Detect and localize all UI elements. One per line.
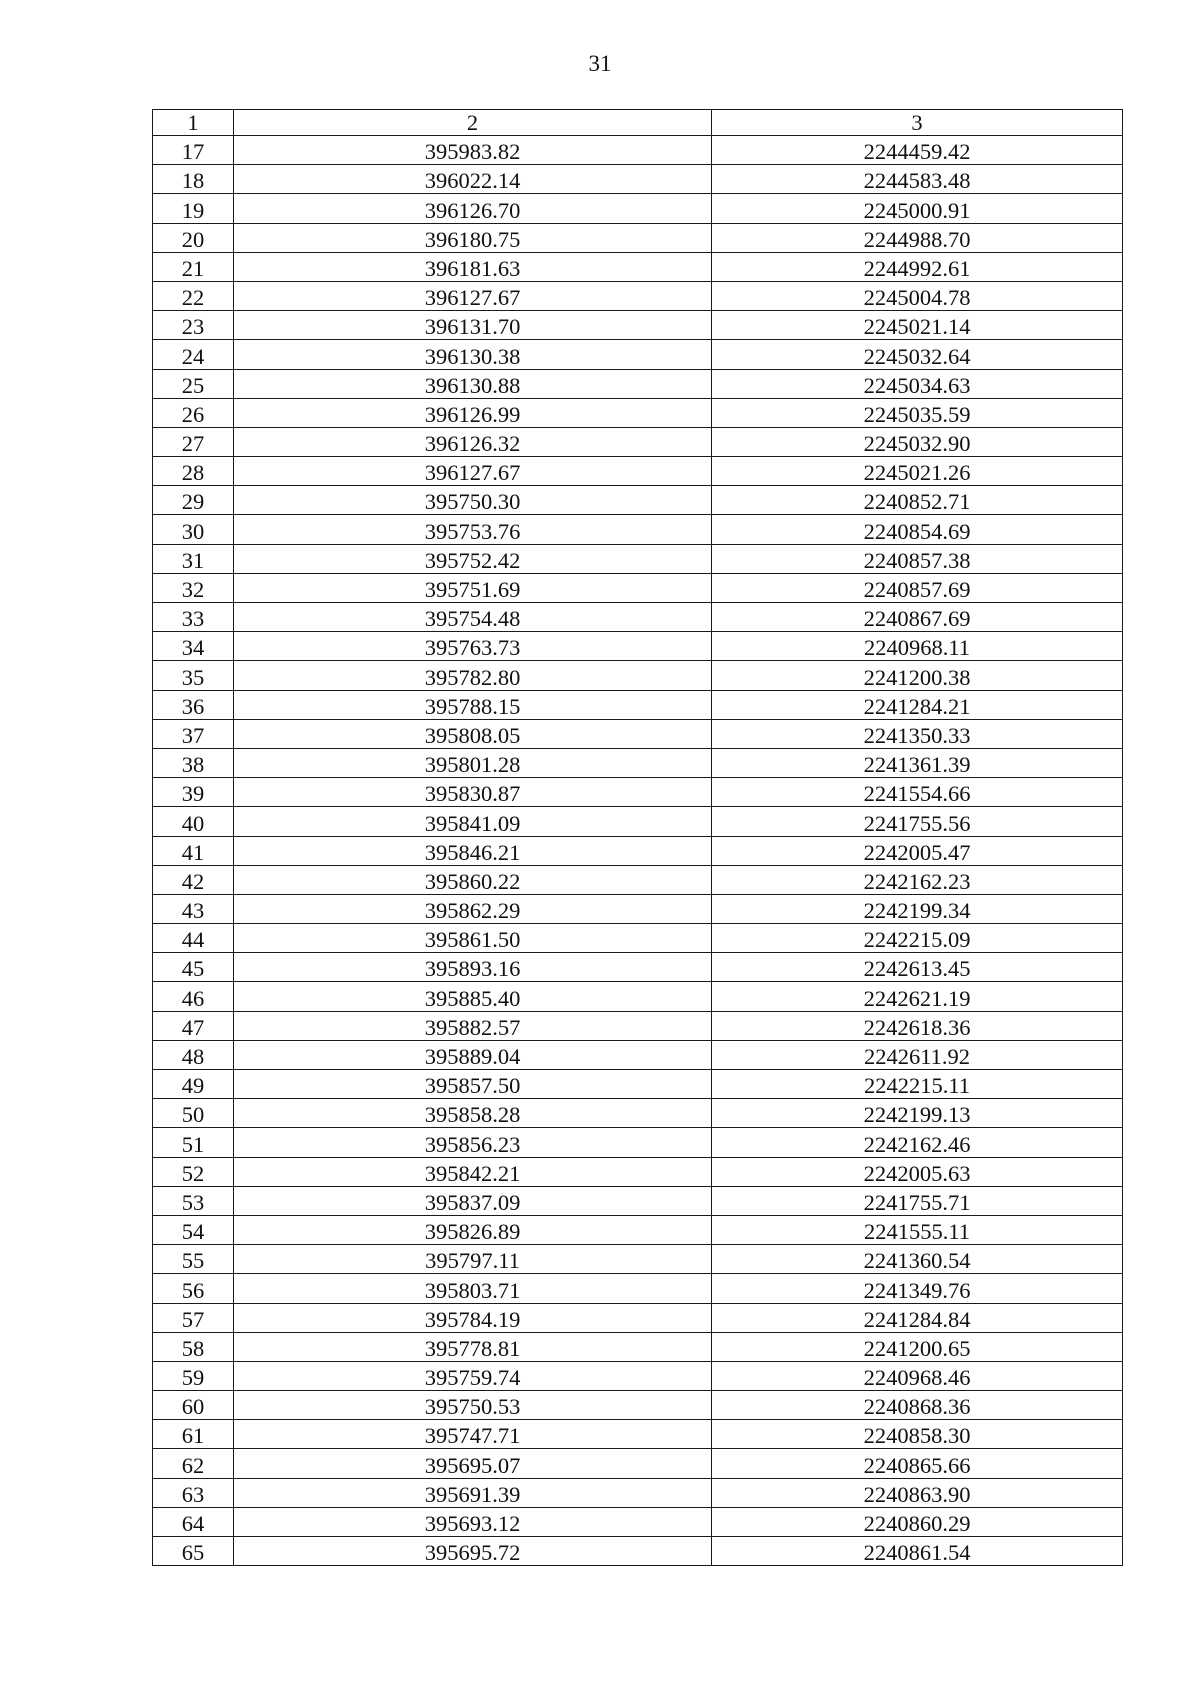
x-coordinate-cell: 395782.80 (234, 661, 712, 690)
y-coordinate-cell: 2240863.90 (712, 1478, 1123, 1507)
point-number-cell: 29 (153, 486, 234, 515)
x-coordinate-cell: 395747.71 (234, 1420, 712, 1449)
table-row (153, 1332, 1123, 1361)
point-number-cell: 51 (153, 1128, 234, 1157)
point-number-cell: 30 (153, 515, 234, 544)
x-coordinate-cell: 395860.22 (234, 865, 712, 894)
y-coordinate-cell: 2244459.42 (712, 136, 1123, 165)
x-coordinate-cell: 396126.32 (234, 427, 712, 456)
x-coordinate-cell: 395751.69 (234, 573, 712, 602)
x-coordinate-cell: 395763.73 (234, 632, 712, 661)
x-coordinate-cell: 395882.57 (234, 1011, 712, 1040)
table-row (153, 807, 1123, 836)
y-coordinate-cell: 2242215.11 (712, 1070, 1123, 1099)
table-row (153, 1449, 1123, 1478)
table-row (153, 1274, 1123, 1303)
x-coordinate-cell: 396131.70 (234, 311, 712, 340)
x-coordinate-cell: 395693.12 (234, 1507, 712, 1536)
x-coordinate-cell: 396022.14 (234, 165, 712, 194)
table-row (153, 719, 1123, 748)
y-coordinate-cell: 2245021.26 (712, 457, 1123, 486)
table-row (153, 457, 1123, 486)
table-row (153, 1478, 1123, 1507)
point-number-cell: 31 (153, 544, 234, 573)
y-coordinate-cell: 2241284.84 (712, 1303, 1123, 1332)
table-row (153, 632, 1123, 661)
y-coordinate-cell: 2240865.66 (712, 1449, 1123, 1478)
header-col-3: 3 (712, 110, 1123, 136)
x-coordinate-cell: 395788.15 (234, 690, 712, 719)
point-number-cell: 40 (153, 807, 234, 836)
point-number-cell: 63 (153, 1478, 234, 1507)
x-coordinate-cell: 395797.11 (234, 1245, 712, 1274)
point-number-cell: 57 (153, 1303, 234, 1332)
table-row (153, 1537, 1123, 1566)
table-row (153, 252, 1123, 281)
point-number-cell: 46 (153, 982, 234, 1011)
table-row (153, 515, 1123, 544)
x-coordinate-cell: 395858.28 (234, 1099, 712, 1128)
x-coordinate-cell: 395750.53 (234, 1391, 712, 1420)
y-coordinate-cell: 2240968.11 (712, 632, 1123, 661)
y-coordinate-cell: 2241755.71 (712, 1186, 1123, 1215)
x-coordinate-cell: 395759.74 (234, 1361, 712, 1390)
x-coordinate-cell: 395856.23 (234, 1128, 712, 1157)
point-number-cell: 58 (153, 1332, 234, 1361)
y-coordinate-cell: 2241554.66 (712, 778, 1123, 807)
x-coordinate-cell: 395846.21 (234, 836, 712, 865)
x-coordinate-cell: 395752.42 (234, 544, 712, 573)
table-row (153, 690, 1123, 719)
point-number-cell: 32 (153, 573, 234, 602)
coordinates-table (152, 109, 1123, 1566)
header-col-2: 2 (234, 110, 712, 136)
point-number-cell: 55 (153, 1245, 234, 1274)
table-row (153, 865, 1123, 894)
table-row (153, 427, 1123, 456)
table-row (153, 1361, 1123, 1390)
table-row (153, 1099, 1123, 1128)
point-number-cell: 27 (153, 427, 234, 456)
point-number-cell: 20 (153, 223, 234, 252)
x-coordinate-cell: 396127.67 (234, 457, 712, 486)
point-number-cell: 18 (153, 165, 234, 194)
point-number-cell: 50 (153, 1099, 234, 1128)
y-coordinate-cell: 2240857.38 (712, 544, 1123, 573)
table-header (153, 110, 1123, 136)
x-coordinate-cell: 396126.99 (234, 398, 712, 427)
table-row (153, 603, 1123, 632)
x-coordinate-cell: 395842.21 (234, 1157, 712, 1186)
table-row (153, 573, 1123, 602)
y-coordinate-cell: 2245032.64 (712, 340, 1123, 369)
y-coordinate-cell: 2240868.36 (712, 1391, 1123, 1420)
point-number-cell: 33 (153, 603, 234, 632)
table-row (153, 1245, 1123, 1274)
table-row (153, 748, 1123, 777)
x-coordinate-cell: 395778.81 (234, 1332, 712, 1361)
point-number-cell: 64 (153, 1507, 234, 1536)
point-number-cell: 43 (153, 894, 234, 923)
x-coordinate-cell: 395983.82 (234, 136, 712, 165)
point-number-cell: 19 (153, 194, 234, 223)
table-body (153, 136, 1123, 1566)
table-row (153, 369, 1123, 398)
point-number-cell: 56 (153, 1274, 234, 1303)
y-coordinate-cell: 2242621.19 (712, 982, 1123, 1011)
table-row (153, 661, 1123, 690)
y-coordinate-cell: 2245032.90 (712, 427, 1123, 456)
table-row (153, 1391, 1123, 1420)
point-number-cell: 34 (153, 632, 234, 661)
y-coordinate-cell: 2244992.61 (712, 252, 1123, 281)
y-coordinate-cell: 2242005.47 (712, 836, 1123, 865)
point-number-cell: 52 (153, 1157, 234, 1186)
point-number-cell: 23 (153, 311, 234, 340)
x-coordinate-cell: 395695.72 (234, 1537, 712, 1566)
x-coordinate-cell: 395893.16 (234, 953, 712, 982)
y-coordinate-cell: 2240867.69 (712, 603, 1123, 632)
table-row (153, 165, 1123, 194)
point-number-cell: 24 (153, 340, 234, 369)
y-coordinate-cell: 2241361.39 (712, 748, 1123, 777)
x-coordinate-cell: 395861.50 (234, 924, 712, 953)
y-coordinate-cell: 2240861.54 (712, 1537, 1123, 1566)
x-coordinate-cell: 395801.28 (234, 748, 712, 777)
x-coordinate-cell: 395750.30 (234, 486, 712, 515)
point-number-cell: 65 (153, 1537, 234, 1566)
table-row (153, 223, 1123, 252)
y-coordinate-cell: 2241200.38 (712, 661, 1123, 690)
point-number-cell: 59 (153, 1361, 234, 1390)
x-coordinate-cell: 396130.38 (234, 340, 712, 369)
y-coordinate-cell: 2242162.23 (712, 865, 1123, 894)
table-row (153, 1186, 1123, 1215)
point-number-cell: 42 (153, 865, 234, 894)
header-col-1: 1 (153, 110, 234, 136)
point-number-cell: 36 (153, 690, 234, 719)
y-coordinate-cell: 2240860.29 (712, 1507, 1123, 1536)
y-coordinate-cell: 2242199.13 (712, 1099, 1123, 1128)
x-coordinate-cell: 396127.67 (234, 281, 712, 310)
table-row (153, 836, 1123, 865)
x-coordinate-cell: 396180.75 (234, 223, 712, 252)
x-coordinate-cell: 395808.05 (234, 719, 712, 748)
point-number-cell: 17 (153, 136, 234, 165)
table-row (153, 1040, 1123, 1069)
x-coordinate-cell: 395885.40 (234, 982, 712, 1011)
y-coordinate-cell: 2242613.45 (712, 953, 1123, 982)
x-coordinate-cell: 395691.39 (234, 1478, 712, 1507)
y-coordinate-cell: 2242618.36 (712, 1011, 1123, 1040)
x-coordinate-cell: 395753.76 (234, 515, 712, 544)
y-coordinate-cell: 2242162.46 (712, 1128, 1123, 1157)
point-number-cell: 25 (153, 369, 234, 398)
y-coordinate-cell: 2240854.69 (712, 515, 1123, 544)
table-row (153, 924, 1123, 953)
point-number-cell: 54 (153, 1215, 234, 1244)
x-coordinate-cell: 396130.88 (234, 369, 712, 398)
x-coordinate-cell: 396181.63 (234, 252, 712, 281)
y-coordinate-cell: 2240968.46 (712, 1361, 1123, 1390)
table-row (153, 778, 1123, 807)
table-row (153, 544, 1123, 573)
table-row (153, 340, 1123, 369)
table-row (153, 953, 1123, 982)
point-number-cell: 39 (153, 778, 234, 807)
point-number-cell: 28 (153, 457, 234, 486)
y-coordinate-cell: 2245035.59 (712, 398, 1123, 427)
point-number-cell: 26 (153, 398, 234, 427)
table-row (153, 486, 1123, 515)
table-row (153, 311, 1123, 340)
x-coordinate-cell: 395889.04 (234, 1040, 712, 1069)
table-row (153, 894, 1123, 923)
x-coordinate-cell: 395826.89 (234, 1215, 712, 1244)
y-coordinate-cell: 2241349.76 (712, 1274, 1123, 1303)
table-row (153, 1011, 1123, 1040)
x-coordinate-cell: 396126.70 (234, 194, 712, 223)
table-row (153, 1303, 1123, 1332)
x-coordinate-cell: 395754.48 (234, 603, 712, 632)
table-row (153, 1420, 1123, 1449)
table-row (153, 1507, 1123, 1536)
x-coordinate-cell: 395857.50 (234, 1070, 712, 1099)
y-coordinate-cell: 2242611.92 (712, 1040, 1123, 1069)
point-number-cell: 49 (153, 1070, 234, 1099)
x-coordinate-cell: 395803.71 (234, 1274, 712, 1303)
y-coordinate-cell: 2245021.14 (712, 311, 1123, 340)
point-number-cell: 21 (153, 252, 234, 281)
x-coordinate-cell: 395784.19 (234, 1303, 712, 1332)
y-coordinate-cell: 2242199.34 (712, 894, 1123, 923)
x-coordinate-cell: 395695.07 (234, 1449, 712, 1478)
y-coordinate-cell: 2240858.30 (712, 1420, 1123, 1449)
header-row (153, 110, 1123, 136)
y-coordinate-cell: 2245000.91 (712, 194, 1123, 223)
table-row (153, 194, 1123, 223)
y-coordinate-cell: 2244988.70 (712, 223, 1123, 252)
point-number-cell: 62 (153, 1449, 234, 1478)
y-coordinate-cell: 2241555.11 (712, 1215, 1123, 1244)
table-row (153, 1157, 1123, 1186)
y-coordinate-cell: 2244583.48 (712, 165, 1123, 194)
point-number-cell: 22 (153, 281, 234, 310)
y-coordinate-cell: 2241360.54 (712, 1245, 1123, 1274)
point-number-cell: 41 (153, 836, 234, 865)
y-coordinate-cell: 2241284.21 (712, 690, 1123, 719)
y-coordinate-cell: 2240857.69 (712, 573, 1123, 602)
y-coordinate-cell: 2241350.33 (712, 719, 1123, 748)
table-row (153, 1128, 1123, 1157)
y-coordinate-cell: 2241755.56 (712, 807, 1123, 836)
table-row (153, 281, 1123, 310)
table-row (153, 136, 1123, 165)
point-number-cell: 48 (153, 1040, 234, 1069)
y-coordinate-cell: 2241200.65 (712, 1332, 1123, 1361)
point-number-cell: 37 (153, 719, 234, 748)
y-coordinate-cell: 2245034.63 (712, 369, 1123, 398)
page-number: 31 (588, 51, 612, 76)
y-coordinate-cell: 2240852.71 (712, 486, 1123, 515)
x-coordinate-cell: 395837.09 (234, 1186, 712, 1215)
table-row (153, 1215, 1123, 1244)
x-coordinate-cell: 395862.29 (234, 894, 712, 923)
point-number-cell: 44 (153, 924, 234, 953)
y-coordinate-cell: 2242005.63 (712, 1157, 1123, 1186)
y-coordinate-cell: 2245004.78 (712, 281, 1123, 310)
x-coordinate-cell: 395841.09 (234, 807, 712, 836)
table-row (153, 1070, 1123, 1099)
point-number-cell: 61 (153, 1420, 234, 1449)
table-row (153, 982, 1123, 1011)
point-number-cell: 35 (153, 661, 234, 690)
point-number-cell: 45 (153, 953, 234, 982)
point-number-cell: 47 (153, 1011, 234, 1040)
x-coordinate-cell: 395830.87 (234, 778, 712, 807)
point-number-cell: 60 (153, 1391, 234, 1420)
table-row (153, 398, 1123, 427)
point-number-cell: 38 (153, 748, 234, 777)
y-coordinate-cell: 2242215.09 (712, 924, 1123, 953)
point-number-cell: 53 (153, 1186, 234, 1215)
